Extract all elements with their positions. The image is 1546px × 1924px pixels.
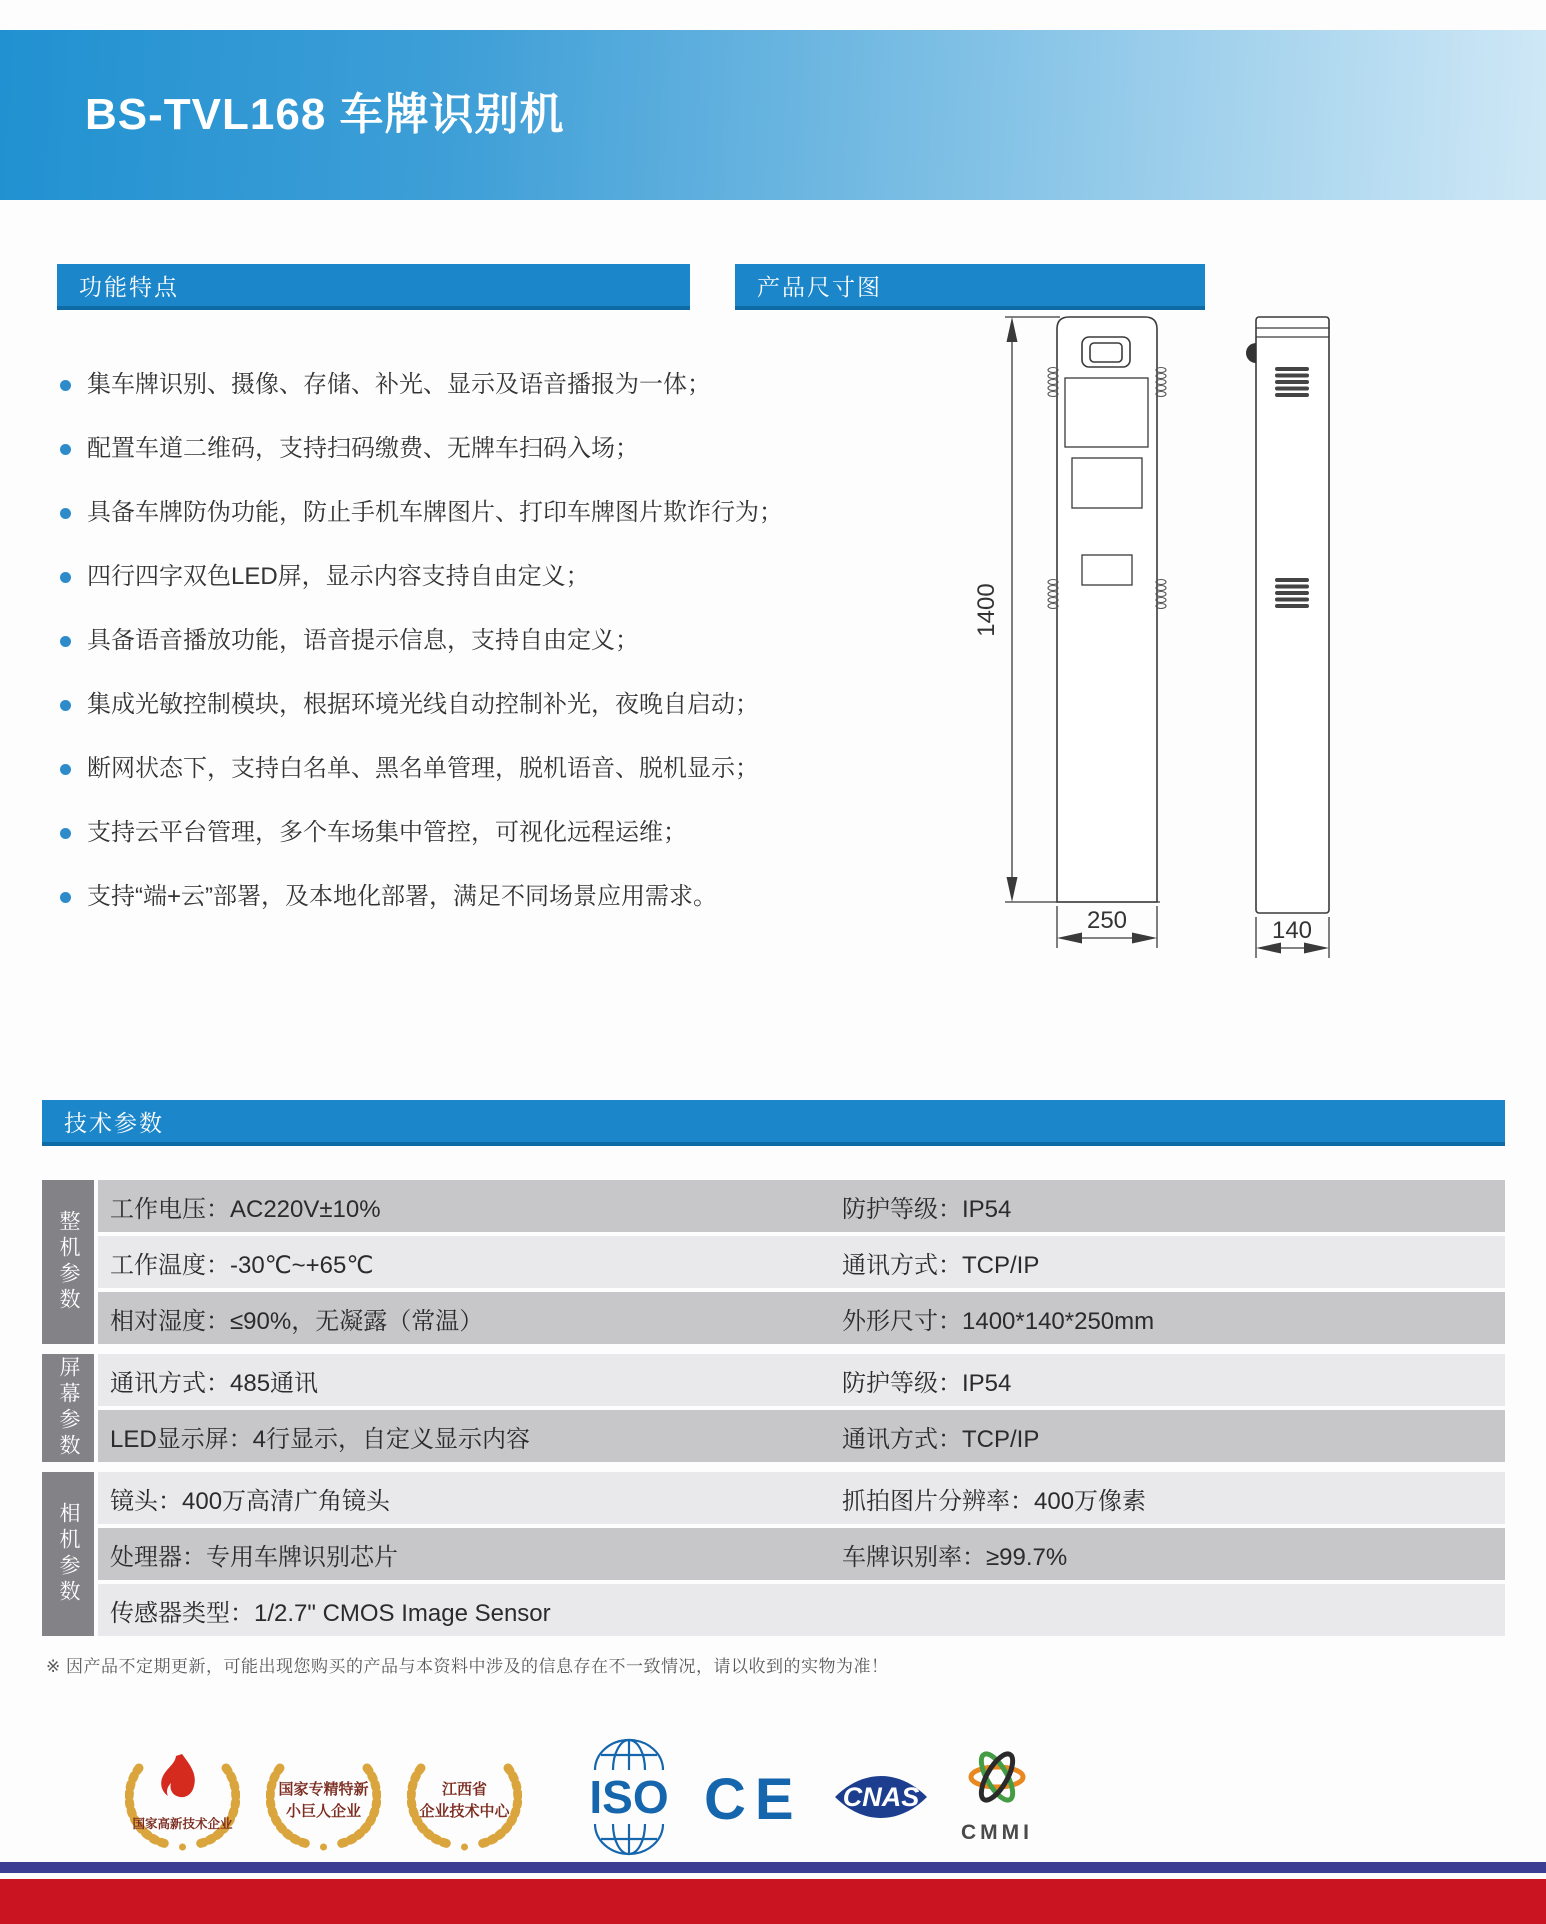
footer-red-stripe	[0, 1879, 1546, 1924]
footer-navy-stripe	[0, 1862, 1546, 1873]
feature-item	[60, 436, 783, 462]
spec-row	[98, 1528, 1505, 1580]
spec-cell: 通讯方式：TCP/IP	[842, 1251, 1040, 1279]
spec-row	[98, 1584, 1505, 1636]
spec-cell: 防护等级：IP54	[842, 1369, 1012, 1397]
ce-mark-logo: CE	[704, 1767, 803, 1832]
badge-text: 国家专精特新	[278, 1780, 369, 1798]
flame-icon	[161, 1754, 195, 1797]
feature-item	[60, 372, 783, 398]
spec-group-screen	[42, 1354, 1505, 1462]
cnas-text: CNAS	[842, 1782, 919, 1812]
bullet-icon	[60, 380, 71, 391]
bullet-icon	[60, 636, 71, 647]
iso-logo	[588, 1738, 670, 1861]
width-dimension-label: 250	[1086, 907, 1128, 934]
bullet-icon	[60, 572, 71, 583]
spec-cell: 车牌识别率：≥99.7%	[842, 1543, 1068, 1571]
little-giant-enterprise-badge	[266, 1740, 381, 1860]
spec-cell: LED显示屏：4行显示，自定义显示内容	[110, 1425, 531, 1453]
feature-item	[60, 820, 783, 846]
spec-cell: 传感器类型：1/2.7" CMOS Image Sensor	[110, 1599, 551, 1627]
feature-text: 支持云平台管理，多个车场集中管控，可视化远程运维；	[87, 819, 687, 846]
depth-dimension-label: 140	[1271, 917, 1313, 944]
spec-cell: 防护等级：IP54	[842, 1195, 1012, 1223]
feature-item	[60, 692, 783, 718]
section-title-specs: 技术参数	[42, 1100, 1505, 1146]
cmmi-text: CMMI	[960, 1821, 1033, 1844]
feature-text: 配置车道二维码，支持扫码缴费、无牌车扫码入场；	[87, 435, 639, 462]
spec-row	[98, 1354, 1505, 1406]
bullet-icon	[60, 764, 71, 775]
feature-text: 具备语音播放功能，语音提示信息，支持自由定义；	[87, 627, 639, 654]
spec-group-camera	[42, 1472, 1505, 1636]
spec-cell: 外形尺寸：1400*140*250mm	[842, 1307, 1155, 1335]
badge-text: 企业技术中心	[419, 1802, 510, 1820]
laurel-wreath-icon	[125, 1740, 240, 1860]
bullet-icon	[60, 828, 71, 839]
spec-cell: 通讯方式：TCP/IP	[842, 1425, 1040, 1453]
spec-row	[98, 1410, 1505, 1462]
side-view	[1246, 317, 1329, 913]
section-title-dimensions: 产品尺寸图	[735, 264, 1205, 310]
spec-cell: 通讯方式：485通讯	[110, 1369, 319, 1397]
feature-text: 四行四字双色LED屏，显示内容支持自由定义；	[87, 563, 590, 590]
spec-row	[98, 1236, 1505, 1288]
iso-text: ISO	[589, 1771, 669, 1823]
front-view	[1048, 317, 1166, 902]
bullet-icon	[60, 444, 71, 455]
feature-item	[60, 564, 783, 590]
badge-text: 国家高新技术企业	[132, 1816, 233, 1831]
spec-cell: 工作电压：AC220V±10%	[110, 1195, 381, 1223]
jiangxi-tech-center-badge	[407, 1740, 522, 1860]
spec-group-label: 相机参数	[42, 1472, 94, 1636]
height-dimension-label: 1400	[973, 583, 1000, 637]
feature-text: 断网状态下，支持白名单、黑名单管理，脱机语音、脱机显示；	[87, 755, 759, 782]
disclaimer-footnote: ※ 因产品不定期更新，可能出现您购买的产品与本资料中涉及的信息存在不一致情况，请以收到的实物为准！	[46, 1657, 889, 1676]
bullet-icon	[60, 892, 71, 903]
spec-cell: 处理器：专用车牌识别芯片	[110, 1543, 398, 1571]
certification-logos	[125, 1738, 1037, 1861]
national-hightech-enterprise-badge	[125, 1740, 240, 1860]
feature-list	[60, 372, 783, 948]
feature-item	[60, 500, 783, 526]
feature-text: 支持“端+云”部署，及本地化部署，满足不同场景应用需求。	[87, 883, 717, 910]
spec-row	[98, 1180, 1505, 1232]
bullet-icon	[60, 508, 71, 519]
feature-item	[60, 756, 783, 782]
badge-text: 小巨人企业	[285, 1802, 361, 1820]
spec-row	[98, 1472, 1505, 1524]
feature-item	[60, 628, 783, 654]
spec-group-machine	[42, 1180, 1505, 1344]
cmmi-sphere-icon	[971, 1749, 1023, 1804]
specs-table	[42, 1180, 1505, 1646]
page-title: BS-TVL168 车牌识别机	[85, 90, 565, 139]
badge-text: 江西省	[441, 1780, 487, 1798]
spec-cell: 抓拍图片分辨率：400万像素	[842, 1487, 1147, 1515]
spec-cell: 镜头：400万高清广角镜头	[110, 1487, 391, 1515]
section-title-features: 功能特点	[57, 264, 690, 310]
cnas-logo	[833, 1761, 929, 1838]
cmmi-logo	[957, 1747, 1037, 1852]
spec-cell: 工作温度：-30℃~+65℃	[110, 1251, 374, 1279]
spec-row	[98, 1292, 1505, 1344]
feature-text: 集车牌识别、摄像、存储、补光、显示及语音播报为一体；	[87, 371, 711, 398]
feature-text: 集成光敏控制模块，根据环境光线自动控制补光，夜晚自启动；	[87, 691, 759, 718]
spec-group-label: 整机参数	[42, 1180, 94, 1344]
feature-text: 具备车牌防伪功能，防止手机车牌图片、打印车牌图片欺诈行为；	[87, 499, 783, 526]
feature-item	[60, 884, 783, 910]
product-dimension-diagram	[780, 266, 1400, 966]
spec-group-label: 屏幕参数	[42, 1354, 94, 1462]
spec-cell: 相对湿度：≤90%，无凝露（常温）	[110, 1307, 484, 1335]
bullet-icon	[60, 700, 71, 711]
